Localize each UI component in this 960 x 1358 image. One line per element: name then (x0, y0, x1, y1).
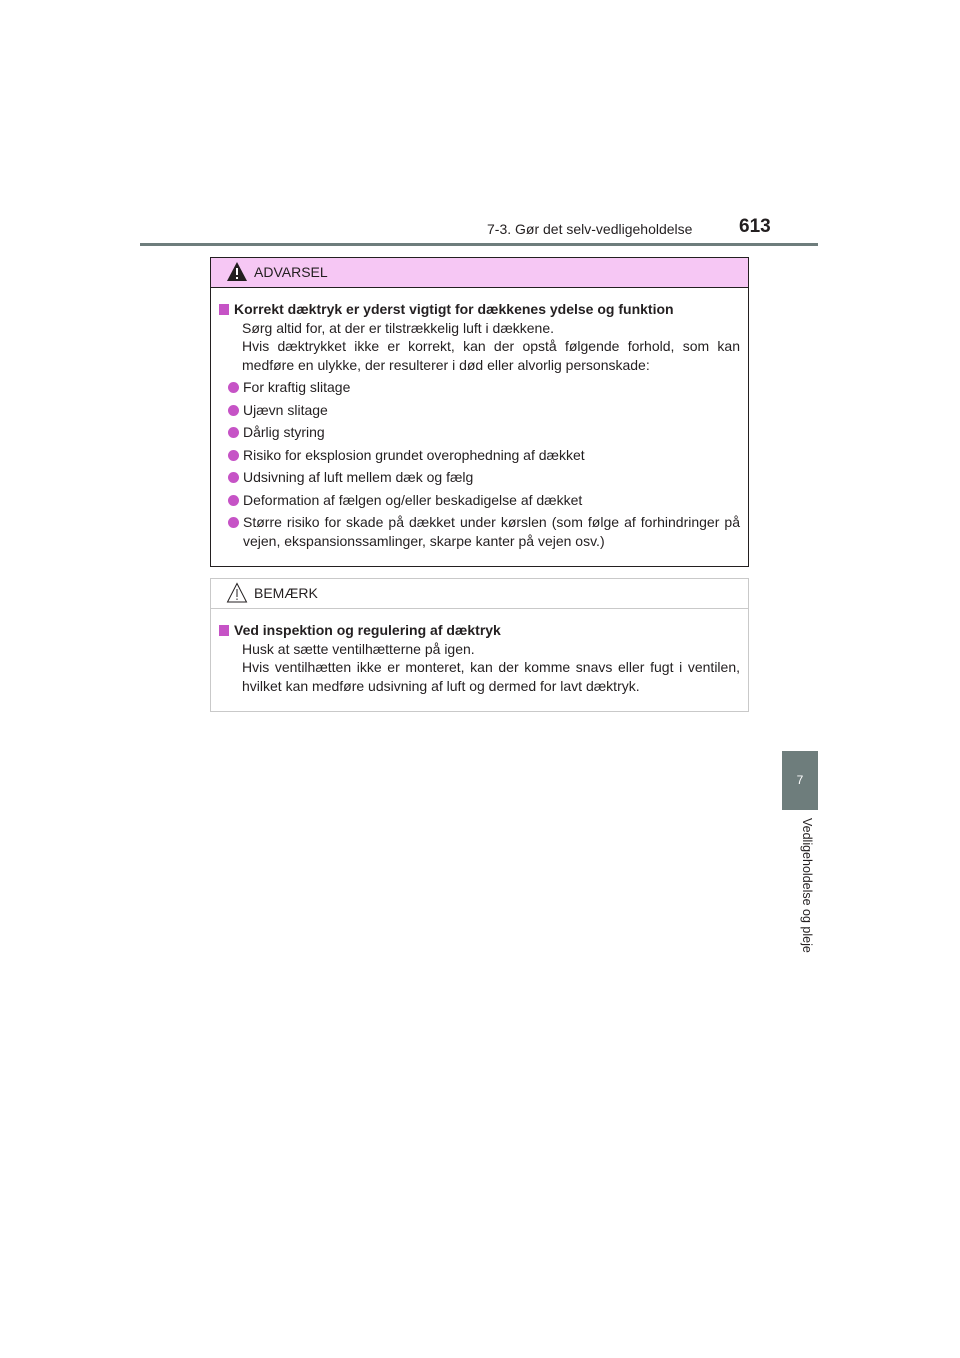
caution-icon (226, 582, 248, 604)
chapter-title: Vedligeholdelse og pleje (800, 818, 814, 953)
note-box (210, 578, 749, 712)
bullet-dot-icon (228, 472, 239, 483)
warning-text: Hvis dæktrykket ikke er korrekt, kan der opstå følgende forhold, som kan medføre en ulykke, der resulterer i død eller alvorlig personskade: (242, 338, 740, 373)
list-item: Risiko for eksplosion grundet overophedning af dækket (219, 446, 740, 465)
section-title: 7-3. Gør det selv-vedligeholdelse (487, 221, 693, 237)
bullet-dot-icon (228, 427, 239, 438)
note-label: BEMÆRK (254, 585, 318, 601)
note-intro: Husk at sætte ventilhætterne på igen. (242, 640, 475, 657)
note-title-text: Ved inspektion og regulering af dæktryk (234, 622, 501, 638)
warning-intro: Sørg altid for, at der er tilstrækkelig luft i dækkene. (242, 319, 555, 336)
chapter-tab: 7 (782, 751, 818, 810)
list-item: Udsivning af luft mellem dæk og fælg (219, 468, 740, 487)
warning-icon (226, 261, 248, 283)
warning-header (211, 258, 748, 288)
header-rule (140, 243, 818, 246)
square-bullet-icon (219, 304, 229, 315)
square-bullet-icon (219, 625, 229, 636)
bullet-dot-icon (228, 495, 239, 506)
list-item: For kraftig slitage (219, 378, 740, 397)
note-header (211, 579, 748, 609)
bullet-dot-icon (228, 405, 239, 416)
note-text: Hvis ventilhætten ikke er monteret, kan der komme snavs eller fugt i ventilen, hvilket kan medføre udsivning af luft og dermed for lavt dæktryk. (242, 659, 740, 694)
bullet-dot-icon (228, 517, 239, 528)
note-body (211, 609, 748, 695)
warning-label: ADVARSEL (254, 264, 328, 280)
warning-box (210, 257, 749, 567)
bullet-dot-icon (228, 382, 239, 393)
page-number: 613 (739, 216, 771, 237)
warning-list (219, 378, 740, 550)
list-item: Dårlig styring (219, 423, 740, 442)
warning-title (219, 300, 740, 319)
list-item: Større risiko for skade på dækket under kørslen (som følge af forhindringer på vejen, ekspansionssamlinger, skarpe kanter på vejen osv.) (219, 513, 740, 550)
bullet-dot-icon (228, 450, 239, 461)
warning-body (211, 288, 748, 550)
list-item: Deformation af fælgen og/eller beskadigelse af dækket (219, 491, 740, 510)
note-title (219, 621, 740, 640)
list-item: Ujævn slitage (219, 401, 740, 420)
warning-title-text: Korrekt dæktryk er yderst vigtigt for dækkenes ydelse og funktion (234, 301, 674, 317)
